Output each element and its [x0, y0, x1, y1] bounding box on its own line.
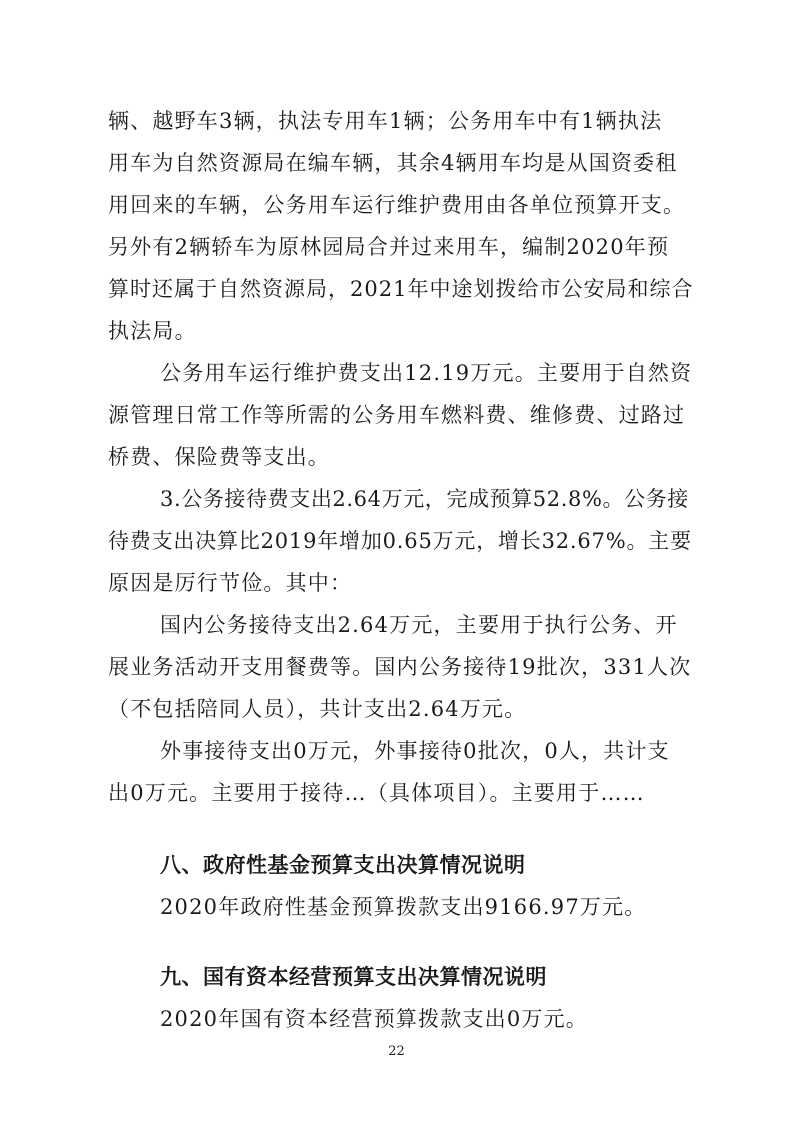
paragraph-line: 用车为自然资源局在编车辆，其余4辆用车均是从国资委租: [108, 151, 678, 175]
paragraph-line: 辆、越野车3辆，执法专用车1辆；公务用车中有1辆执法: [108, 109, 663, 133]
paragraph-line: 算时还属于自然资源局，2021年中途划拨给市公安局和综合: [108, 277, 694, 301]
section-heading: 八、政府性基金预算支出决算情况说明: [160, 853, 526, 877]
section-text: 2020年国有资本经营预算拨款支出0万元。: [160, 1007, 589, 1031]
paragraph-line: 用回来的车辆，公务用车运行维护费用由各单位预算开支。: [108, 193, 686, 217]
section-text: 2020年政府性基金预算拨款支出9166.97万元。: [160, 895, 647, 919]
paragraph-line: 执法局。: [108, 319, 197, 343]
paragraph-line: 源管理日常工作等所需的公务用车燃料费、维修费、过路过: [108, 403, 686, 427]
paragraph-line: 原因是厉行节俭。其中：: [108, 571, 353, 595]
paragraph-line: 另外有2辆轿车为原林园局合并过来用车，编制2020年预: [108, 235, 670, 259]
paragraph-line: （不包括陪同人员），共计支出2.64万元。: [108, 697, 527, 721]
paragraph-line: 外事接待支出0万元，外事接待0批次，0人，共计支: [160, 739, 670, 763]
paragraph-line: 桥费、保险费等支出。: [108, 445, 330, 469]
paragraph-line: 公务用车运行维护费支出12.19万元。主要用于自然资: [160, 361, 693, 385]
paragraph-line: 待费支出决算比2019年增加0.65万元，增长32.67%。主要: [108, 529, 692, 553]
paragraph-line: 国内公务接待支出2.64万元，主要用于执行公务、开: [160, 613, 678, 637]
page-number: 22: [388, 1044, 405, 1059]
paragraph-line: 3.公务接待费支出2.64万元，完成预算52.8%。公务接: [160, 487, 689, 511]
paragraph-line: 出0万元。主要用于接待…（具体项目）。主要用于……: [108, 781, 645, 805]
paragraph-line: 展业务活动开支用餐费等。国内公务接待19批次，331人次: [108, 655, 692, 679]
section-heading: 九、国有资本经营预算支出决算情况说明: [160, 965, 547, 989]
